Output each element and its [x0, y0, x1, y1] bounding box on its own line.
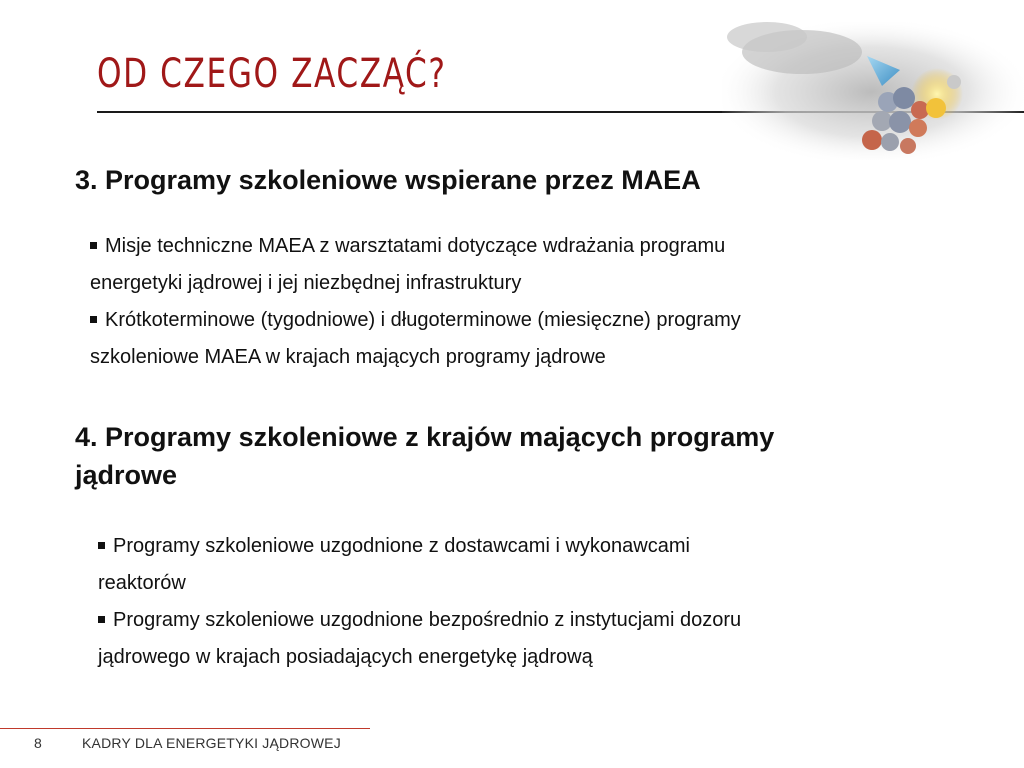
- atom-shape: [893, 87, 915, 109]
- molecule-image: [722, 22, 1024, 160]
- atom-shape: [872, 111, 892, 131]
- atom-shape: [900, 138, 916, 154]
- section-4-bullets: [98, 528, 948, 676]
- atom-shape: [947, 75, 961, 89]
- bullet-line: Krótkoterminowe (tygodniowe) i długoterminowe (miesięczne) programy: [105, 309, 741, 331]
- list-item: [90, 302, 950, 376]
- section-3-bullets: [90, 228, 950, 376]
- atom-shape: [909, 119, 927, 137]
- footer-divider: [0, 728, 370, 729]
- atom-shape: [862, 130, 882, 150]
- atom-shape: [881, 133, 899, 151]
- section-3-heading: 3. Programy szkoleniowe wspierane przez MAEA: [75, 165, 701, 195]
- atom-shape: [889, 111, 911, 133]
- page-number: 8: [34, 735, 42, 751]
- cloud-shape: [727, 22, 807, 52]
- list-item: [98, 528, 948, 602]
- square-bullet-icon: [98, 542, 105, 549]
- list-item: [90, 228, 950, 302]
- bullet-line: Misje techniczne MAEA z warsztatami dotyczące wdrażania programu: [105, 235, 726, 257]
- list-item: [98, 602, 948, 676]
- atom-shape: [926, 98, 946, 118]
- square-bullet-icon: [90, 316, 97, 323]
- square-bullet-icon: [98, 616, 105, 623]
- bullet-line: Programy szkoleniowe uzgodnione z dostawcami i wykonawcami: [113, 535, 690, 557]
- bullet-line: jądrowego w krajach posiadających energetykę jądrową: [98, 646, 593, 668]
- bullet-line: Programy szkoleniowe uzgodnione bezpośrednio z instytucjami dozoru: [113, 609, 742, 631]
- footer-text: KADRY DLA ENERGETYKI JĄDROWEJ: [82, 735, 341, 751]
- slide-title: OD CZEGO ZACZĄĆ?: [97, 51, 447, 97]
- section-4-heading: 4. Programy szkoleniowe z krajów mających programy jądrowe: [75, 422, 775, 490]
- bullet-line: reaktorów: [98, 572, 186, 594]
- bullet-line: energetyki jądrowej i jej niezbędnej infrastruktury: [90, 272, 522, 294]
- bullet-line: szkoleniowe MAEA w krajach mających programy jądrowe: [90, 346, 606, 368]
- square-bullet-icon: [90, 242, 97, 249]
